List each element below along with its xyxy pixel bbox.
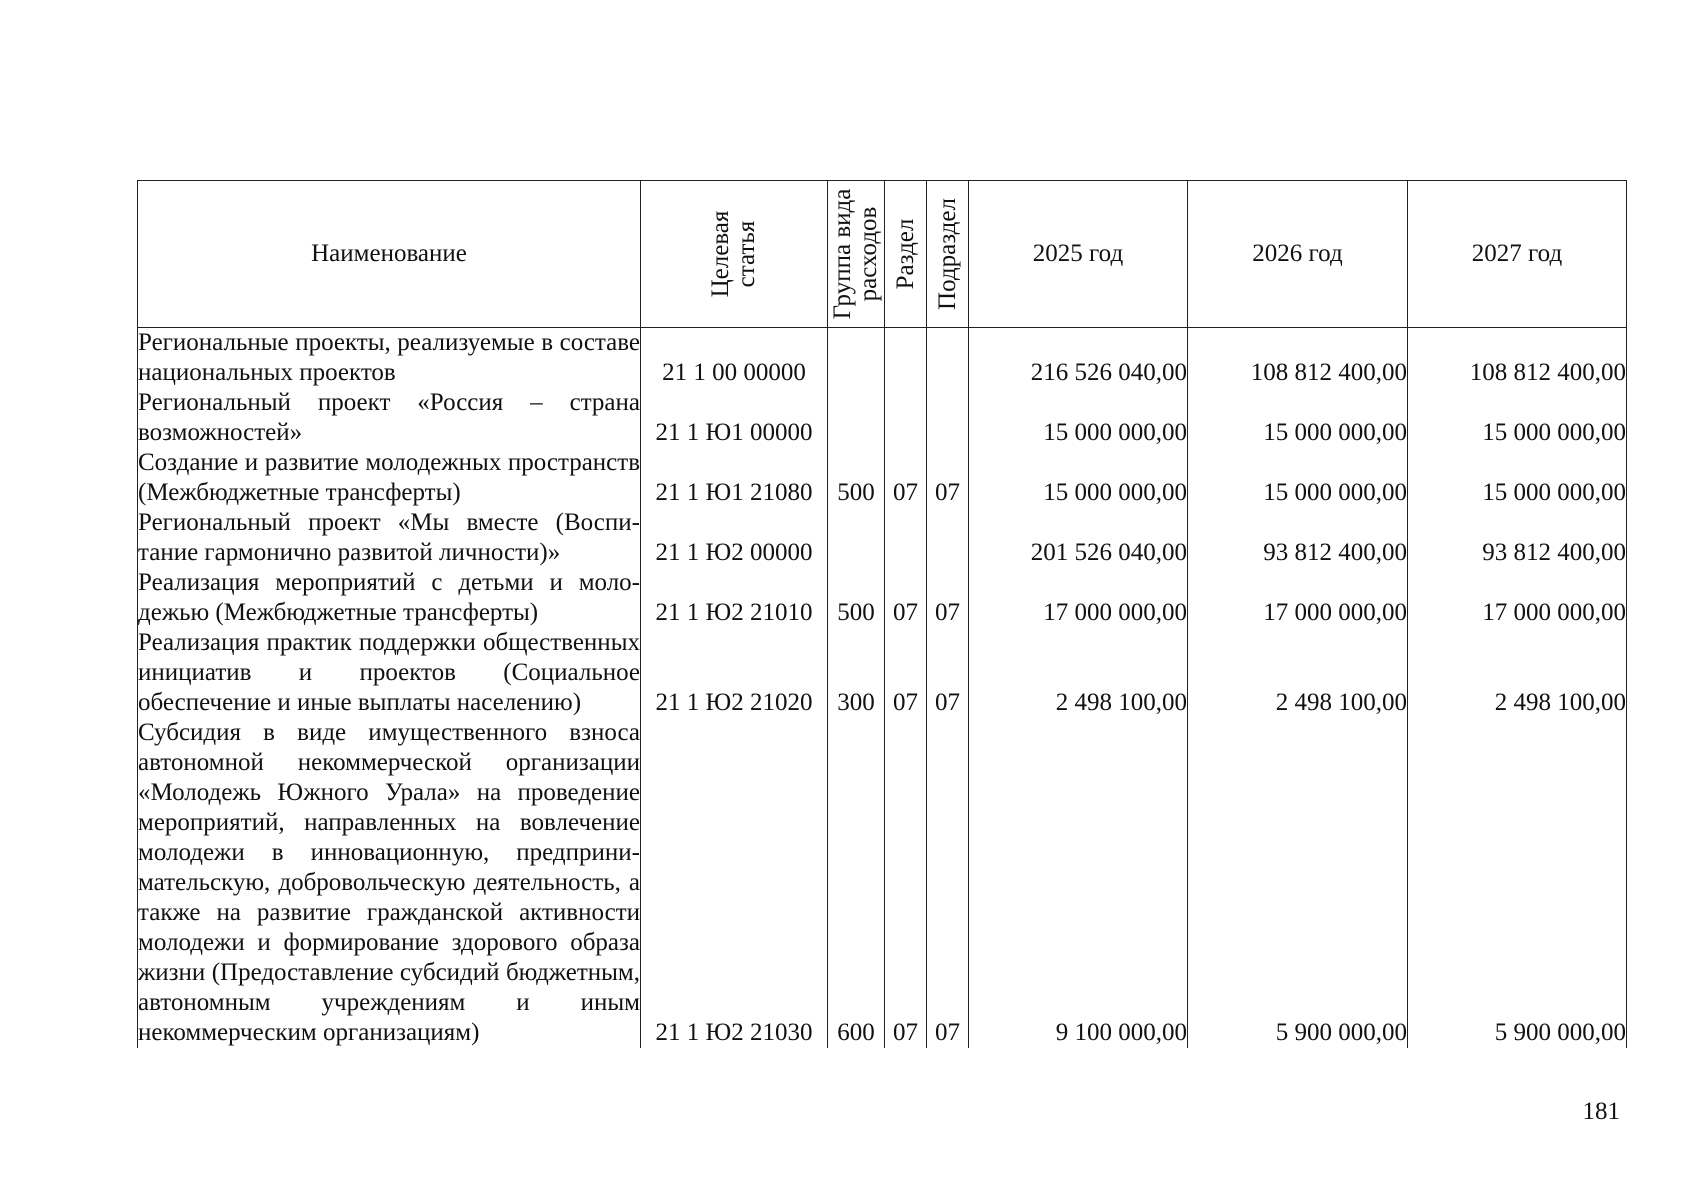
row-target-article: 21 1 Ю1 21080 bbox=[641, 448, 828, 508]
row-amount-2027: 15 000 000,00 bbox=[1408, 388, 1627, 448]
row-section: 07 bbox=[885, 628, 927, 718]
row-expense-group bbox=[828, 508, 885, 568]
row-section bbox=[885, 388, 927, 448]
header-section-label: Раздел bbox=[891, 218, 919, 290]
row-name: Региональный проект «Россия – страна возможностей» bbox=[138, 389, 640, 446]
table-header-row bbox=[138, 181, 1627, 328]
row-section: 07 bbox=[885, 448, 927, 508]
row-name: Создание и развитие молодежных пространств (Межбюджетные трансферты) bbox=[138, 449, 640, 506]
header-target-article-label: Целевая статья bbox=[707, 210, 760, 298]
header-name-label: Наименование bbox=[311, 240, 467, 267]
row-amount-2025: 15 000 000,00 bbox=[969, 448, 1188, 508]
row-name: Реализация практик поддержки общественных инициатив и проектов (Социальное обеспечение и иные выплаты населению) bbox=[138, 629, 640, 716]
row-subsection: 07 bbox=[927, 718, 969, 1048]
row-amount-2025: 9 100 000,00 bbox=[969, 718, 1188, 1048]
header-year-2026-label: 2026 год bbox=[1252, 240, 1343, 267]
budget-table bbox=[137, 180, 1627, 1048]
row-amount-2027: 2 498 100,00 bbox=[1408, 628, 1627, 718]
row-amount-2025: 17 000 000,00 bbox=[969, 568, 1188, 628]
row-amount-2026: 2 498 100,00 bbox=[1188, 628, 1408, 718]
row-subsection: 07 bbox=[927, 628, 969, 718]
row-section bbox=[885, 508, 927, 568]
row-subsection bbox=[927, 508, 969, 568]
row-section: 07 bbox=[885, 718, 927, 1048]
table-row bbox=[138, 388, 1627, 448]
row-target-article: 21 1 Ю2 21020 bbox=[641, 628, 828, 718]
row-expense-group: 600 bbox=[828, 718, 885, 1048]
row-name: Региональный проект «Мы вместе (Воспитание гармонично развитой личности)» bbox=[138, 509, 640, 566]
row-name: Региональные проекты, реализуемые в составе национальных проектов bbox=[138, 329, 640, 386]
table-row bbox=[138, 508, 1627, 568]
row-section bbox=[885, 328, 927, 389]
row-amount-2025: 2 498 100,00 bbox=[969, 628, 1188, 718]
header-target-article bbox=[641, 181, 828, 328]
row-name: Реализация мероприятий с детьми и молодежью (Межбюджетные трансферты) bbox=[138, 569, 640, 626]
row-expense-group: 300 bbox=[828, 628, 885, 718]
page-number: 181 bbox=[1582, 1098, 1620, 1125]
header-year-2027 bbox=[1408, 181, 1627, 328]
header-expense-group-label: Группа вида расходов bbox=[829, 188, 882, 320]
header-year-2027-label: 2027 год bbox=[1471, 240, 1563, 267]
header-subsection-label: Подраздел bbox=[933, 198, 961, 310]
header-subsection bbox=[927, 181, 969, 328]
header-name bbox=[138, 181, 641, 328]
row-amount-2027: 108 812 400,00 bbox=[1408, 328, 1627, 389]
row-section: 07 bbox=[885, 568, 927, 628]
row-target-article: 21 1 Ю1 00000 bbox=[641, 388, 828, 448]
header-year-2026 bbox=[1188, 181, 1408, 328]
row-expense-group: 500 bbox=[828, 448, 885, 508]
table-row bbox=[138, 328, 1627, 389]
row-amount-2026: 5 900 000,00 bbox=[1188, 718, 1408, 1048]
row-subsection: 07 bbox=[927, 448, 969, 508]
row-expense-group bbox=[828, 388, 885, 448]
table-row bbox=[138, 568, 1627, 628]
row-target-article: 21 1 Ю2 21010 bbox=[641, 568, 828, 628]
header-section bbox=[885, 181, 927, 328]
row-amount-2027: 5 900 000,00 bbox=[1408, 718, 1627, 1048]
row-expense-group: 500 bbox=[828, 568, 885, 628]
row-subsection: 07 bbox=[927, 568, 969, 628]
table-row bbox=[138, 448, 1627, 508]
row-amount-2027: 93 812 400,00 bbox=[1408, 508, 1627, 568]
row-amount-2026: 15 000 000,00 bbox=[1188, 388, 1408, 448]
row-amount-2026: 93 812 400,00 bbox=[1188, 508, 1408, 568]
row-amount-2025: 201 526 040,00 bbox=[969, 508, 1188, 568]
row-expense-group bbox=[828, 328, 885, 389]
row-subsection bbox=[927, 388, 969, 448]
row-amount-2026: 17 000 000,00 bbox=[1188, 568, 1408, 628]
header-year-2025 bbox=[969, 181, 1188, 328]
table-row bbox=[138, 718, 1627, 1048]
row-target-article: 21 1 00 00000 bbox=[641, 328, 828, 389]
header-year-2025-label: 2025 год bbox=[1032, 240, 1124, 267]
row-target-article: 21 1 Ю2 00000 bbox=[641, 508, 828, 568]
table-row bbox=[138, 628, 1627, 718]
row-amount-2025: 15 000 000,00 bbox=[969, 388, 1188, 448]
row-amount-2025: 216 526 040,00 bbox=[969, 328, 1188, 389]
row-amount-2026: 15 000 000,00 bbox=[1188, 448, 1408, 508]
header-expense-group bbox=[828, 181, 885, 328]
row-name: Субсидия в виде имущественного взноса автономной некоммерческой организации «Молодежь Южного Урала» на проведение мероприятий, направленных на вовлечение молодежи в инновационную, предпринимательскую, добровольческую деятельность, а также на развитие гражданской активности молодежи и формирование здорового образа жизни (Предоставление субсидий бюджетным, автономным учреждениям и иным некоммерческим организациям) bbox=[138, 719, 640, 1046]
row-amount-2027: 15 000 000,00 bbox=[1408, 448, 1627, 508]
row-amount-2027: 17 000 000,00 bbox=[1408, 568, 1627, 628]
row-target-article: 21 1 Ю2 21030 bbox=[641, 718, 828, 1048]
row-subsection bbox=[927, 328, 969, 389]
row-amount-2026: 108 812 400,00 bbox=[1188, 328, 1408, 389]
